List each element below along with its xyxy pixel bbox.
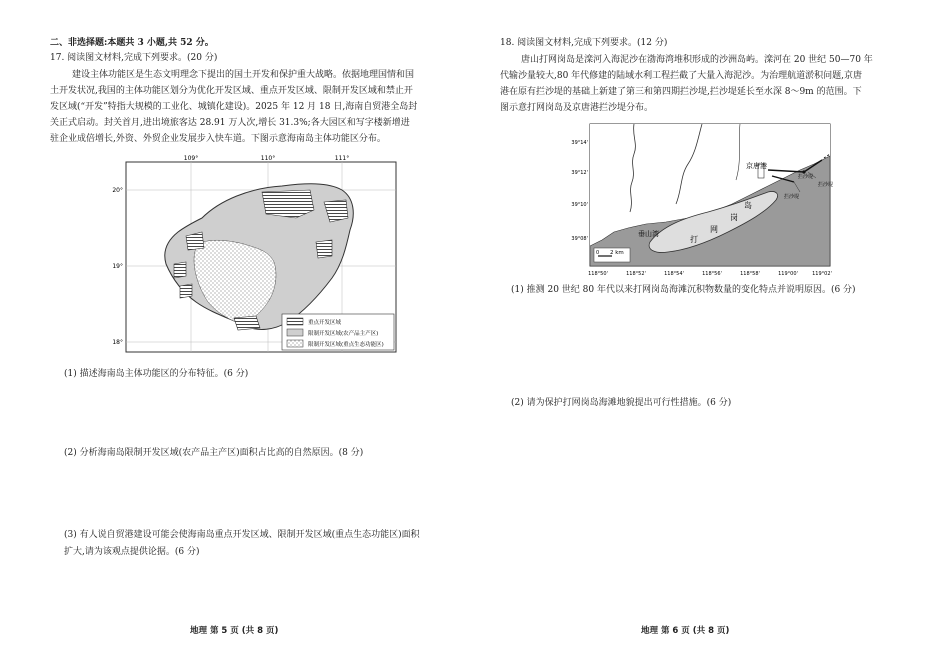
scale-zero: 0 xyxy=(596,250,600,256)
island-char: 打 xyxy=(690,235,698,244)
q18-para-line: 图示意打网岗岛及京唐港拦沙堤分布。 xyxy=(500,103,654,113)
lon-label: 118°58' xyxy=(740,271,760,277)
breakwater-label: 拦沙堤 xyxy=(784,194,800,200)
lon-label: 118°54' xyxy=(664,271,684,277)
lat-label: 19° xyxy=(112,263,123,270)
island-char: 网 xyxy=(710,225,718,234)
key-zone-dongfang xyxy=(180,284,192,298)
lat-label: 39°14' xyxy=(571,140,588,146)
q17-sub1: (1) 描述海南岛主体功能区的分布特征。(6 分) xyxy=(64,369,249,379)
q18-sub2: (2) 请为保护打网岗岛海滩地貌提出可行性措施。(6 分) xyxy=(511,398,732,408)
legend-swatch-eco xyxy=(287,340,303,347)
q17-sub3-line1: (3) 有人说自贸港建设可能会使海南岛重点开发区域、限制开发区域(重点生态功能区)面积 xyxy=(64,530,420,540)
lat-label: 39°12' xyxy=(571,170,588,176)
lon-label: 119°02' xyxy=(812,271,832,277)
key-zone-qionghai xyxy=(316,240,332,258)
q17-para-line: 关正式启动。封关首月,进出境旅客达 28.91 万人次,增长 31.3%;各大园区和写字楼新增进 xyxy=(50,118,410,128)
q17-para-line: 土开发状况,我国的主体功能区划分为优化开发区域、重点开发区域、限制开发区域和禁止开 xyxy=(50,86,413,96)
page-footer-right: 地理 第 6 页 (共 8 页) xyxy=(641,626,730,636)
lon-label: 111° xyxy=(334,155,350,162)
lon-label: 118°56' xyxy=(702,271,722,277)
breakwater-label: 拦沙堤 xyxy=(798,174,814,180)
scale-label: 2 km xyxy=(610,250,624,256)
lat-label: 20° xyxy=(112,187,123,194)
q18-para-line: 代输沙量较大,80 年代修建的陆域水利工程拦截了大量入海泥沙。为治理航道淤积问题,京唐 xyxy=(500,71,863,81)
q18-para-line: 港在原有拦沙堤的基础上新建了第三和第四期拦沙堤,拦沙堤延长至水深 8～9m 的范围。下 xyxy=(500,87,862,97)
legend-label: 重点开发区域 xyxy=(308,320,342,326)
island-char: 岛 xyxy=(744,201,752,210)
legend-label: 限制开发区域(重点生态功能区) xyxy=(308,342,384,348)
key-zone-west xyxy=(174,262,186,278)
map-legend xyxy=(282,314,394,350)
dawanggang-island-map xyxy=(562,120,834,282)
q17-para-line: 发区域(“开发”特指大规模的工业化、城镇化建设)。2025 年 12 月 18 日,海南自贸港全岛封 xyxy=(50,102,418,112)
page-footer-left: 地理 第 5 页 (共 8 页) xyxy=(190,626,279,636)
lon-label: 118°50' xyxy=(588,271,608,277)
lat-label: 39°10' xyxy=(571,202,588,208)
section-title: 二、非选择题:本题共 3 小题,共 52 分。 xyxy=(50,38,214,48)
q17-para-line: 驻企业成倍增长,外资、外贸企业发展步入快车道。下图示意海南岛主体功能区分布。 xyxy=(50,134,386,144)
hainan-function-zone-map xyxy=(110,152,410,362)
lon-label: 109° xyxy=(183,155,199,162)
legend-label: 限制开发区域(农产品主产区) xyxy=(308,331,379,337)
lat-label: 39°08' xyxy=(571,236,588,242)
lon-label: 110° xyxy=(260,155,276,162)
legend-swatch-agri xyxy=(287,329,303,336)
lat-label: 18° xyxy=(112,339,123,346)
q17-header: 17. 阅读图文材料,完成下列要求。(20 分) xyxy=(50,53,218,63)
place-label-bay: 垂山湾 xyxy=(638,230,659,238)
island-char: 岗 xyxy=(730,213,738,222)
place-label-port: 京唐港 xyxy=(746,162,767,170)
q18-sub1: (1) 推测 20 世纪 80 年代以来打网岗岛海滩沉积物数量的变化特点并说明原因。(6 分) xyxy=(511,285,856,295)
q17-para-line: 建设主体功能区是生态文明理念下提出的国土开发和保护重大战略。依据地理国情和国 xyxy=(72,70,415,80)
breakwater-label: 拦沙堤 xyxy=(818,182,834,188)
key-zone-sanya xyxy=(234,316,260,330)
lon-label: 118°52' xyxy=(626,271,646,277)
lon-label: 119°00' xyxy=(778,271,798,277)
q18-header: 18. 阅读图文材料,完成下列要求。(12 分) xyxy=(500,38,668,48)
legend-swatch-key xyxy=(287,318,303,325)
q17-sub2: (2) 分析海南岛限制开发区域(农产品主产区)面积占比高的自然原因。(8 分) xyxy=(64,448,364,458)
q17-sub3-line2: 扩大,请为该观点提供论据。(6 分) xyxy=(64,547,200,557)
q18-para-line: 唐山打网岗岛是滦河入海泥沙在渤海湾堆积形成的沙洲岛屿。滦河在 20 世纪 50—70 年 xyxy=(521,55,873,65)
scale-bar xyxy=(594,248,630,262)
